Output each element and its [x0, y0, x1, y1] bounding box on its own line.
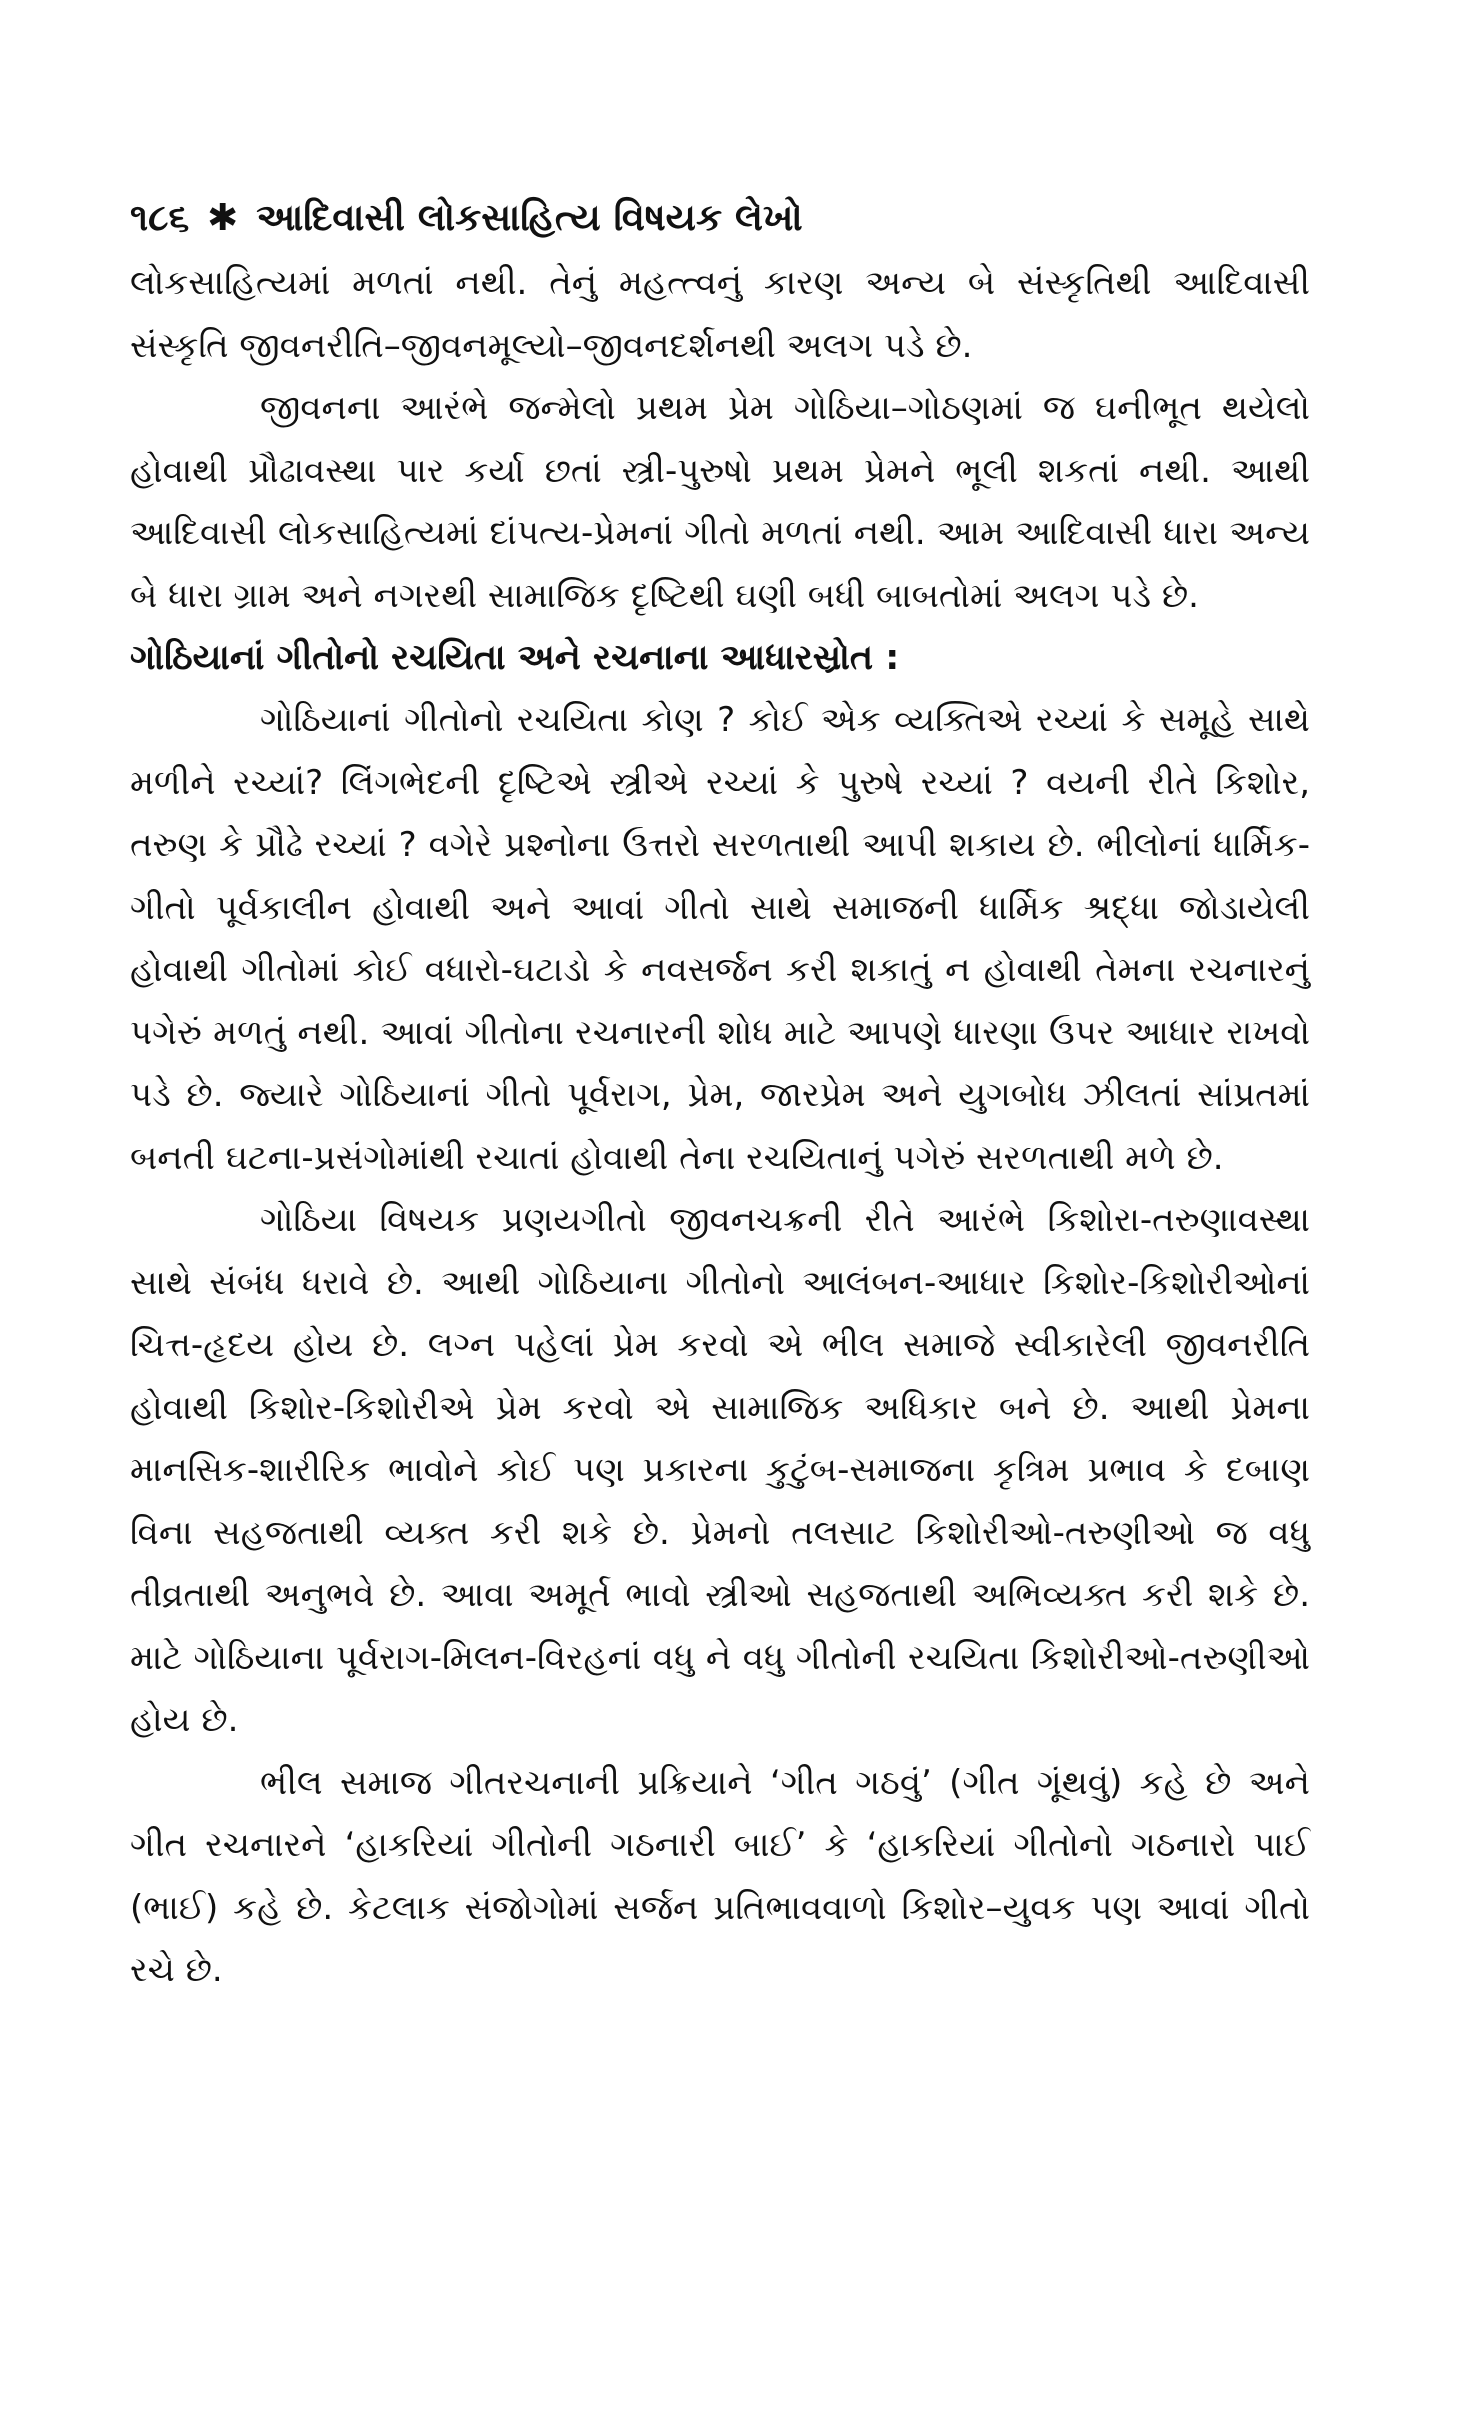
paragraph-song-creators: ગોઠિયાનાં ગીતોનો રચયિતા કોણ ? કોઈ એક વ્યક્તિએ રચ્યાં કે સમૂહે સાથે મળીને રચ્યાં? લિંગભેદની દૃષ્ટિએ સ્ત્રીએ રચ્યાં કે પુરુષે રચ્યાં ? વયની રીતે કિશોર, તરુણ કે પ્રૌઢે રચ્યાં ? વગેરે પ્રશ્નોના ઉત્તરો સરળતાથી આપી શકાય છે. ભીલોનાં ધાર્મિક-ગીતો પૂર્વકાલીન હોવાથી અને આવાં ગીતો સાથે સમાજની ધાર્મિક શ્રદ્ધા જોડાયેલી હોવાથી ગીતોમાં કોઈ વધારો-ઘટાડો કે નવસર્જન કરી શકાતું ન હોવાથી તેમના રચનારનું પગેરું મળતું નથી. આવાં ગીતોના રચનારની શોધ માટે આપણે ધારણા ઉપર આધાર રાખવો પડે છે. જ્યારે ગોઠિયાનાં ગીતો પૂર્વરાગ, પ્રેમ, જારપ્રેમ અને યુગબોધ ઝીલતાં સાંપ્રતમાં બનતી ઘટના-પ્રસંગોમાંથી રચાતાં હોવાથી તેના રચયિતાનું પગેરું સરળતાથી મળે છે.	[130, 700, 1310, 1178]
book-title: આદિવાસી લોકસાહિત્ય વિષયક લેખો	[256, 196, 803, 239]
page-number: ૧૮૬	[130, 196, 190, 239]
asterisk-separator-icon: ✱	[207, 196, 239, 239]
book-page	[130, 190, 1310, 2002]
paragraph-first-love: જીવનના આરંભે જન્મેલો પ્રથમ પ્રેમ ગોઠિયા–ગોઠણમાં જ ઘનીભૂત થયેલો હોવાથી પ્રૌઢાવસ્થા પાર કર્યા છતાં સ્ત્રી-પુરુષો પ્રથમ પ્રેમને ભૂલી શકતાં નથી. આથી આદિવાસી લોકસાહિત્યમાં દાંપત્ય-પ્રેમનાં ગીતો મળતાં નથી. આમ આદિવાસી ધારા અન્ય બે ધારા ગ્રામ અને નગરથી સામાજિક દૃષ્ટિથી ઘણી બધી બાબતોમાં અલગ પડે છે.	[130, 388, 1310, 616]
continued-paragraph: લોકસાહિત્યમાં મળતાં નથી. તેનું મહત્ત્વનું કારણ અન્ય બે સંસ્કૃતિથી આદિવાસી સંસ્કૃતિ જીવનરીતિ–જીવનમૂલ્યો–જીવનદર્શનથી અલગ પડે છે.	[130, 263, 1310, 366]
running-header	[130, 190, 1310, 246]
paragraph-song-composition: ભીલ સમાજ ગીતરચનાની પ્રક્રિયાને ‘ગીત ગઠવું’ (ગીત ગૂંથવું) કહે છે અને ગીત રચનારને ‘હાકરિયાં ગીતોની ગઠનારી બાઈ’ કે ‘હાકરિયાં ગીતોનો ગઠનારો પાઈ (ભાઈ) કહે છે. કેટલાક સંજોગોમાં સર્જન પ્રતિભાવવાળો કિશોર–યુવક પણ આવાં ગીતો રચે છે.	[130, 1762, 1310, 1990]
paragraph-love-songs: ગોઠિયા વિષયક પ્રણયગીતો જીવનચક્રની રીતે આરંભે કિશોરા-તરુણાવસ્થા સાથે સંબંધ ધરાવે છે. આથી ગોઠિયાના ગીતોનો આલંબન-આધાર કિશોર-કિશોરીઓનાં ચિત્ત-હૃદય હોય છે. લગ્ન પહેલાં પ્રેમ કરવો એ ભીલ સમાજે સ્વીકારેલી જીવનરીતિ હોવાથી કિશોર-કિશોરીએ પ્રેમ કરવો એ સામાજિક અધિકાર બને છે. આથી પ્રેમના માનસિક-શારીરિક ભાવોને કોઈ પણ પ્રકારના કુટુંબ-સમાજના કૃત્રિમ પ્રભાવ કે દબાણ વિના સહજતાથી વ્યક્ત કરી શકે છે. પ્રેમનો તલસાટ કિશોરીઓ-તરુણીઓ જ વધુ તીવ્રતાથી અનુભવે છે. આવા અમૂર્ત ભાવો સ્ત્રીઓ સહજતાથી અભિવ્યક્ત કરી શકે છે. માટે ગોઠિયાના પૂર્વરાગ-મિલન-વિરહનાં વધુ ને વધુ ગીતોની રચયિતા કિશોરીઓ-તરુણીઓ હોય છે.	[130, 1200, 1310, 1740]
section-heading: ગોઠિયાનાં ગીતોનો રચયિતા અને રચનાના આધારસ્રોત :	[130, 638, 900, 678]
